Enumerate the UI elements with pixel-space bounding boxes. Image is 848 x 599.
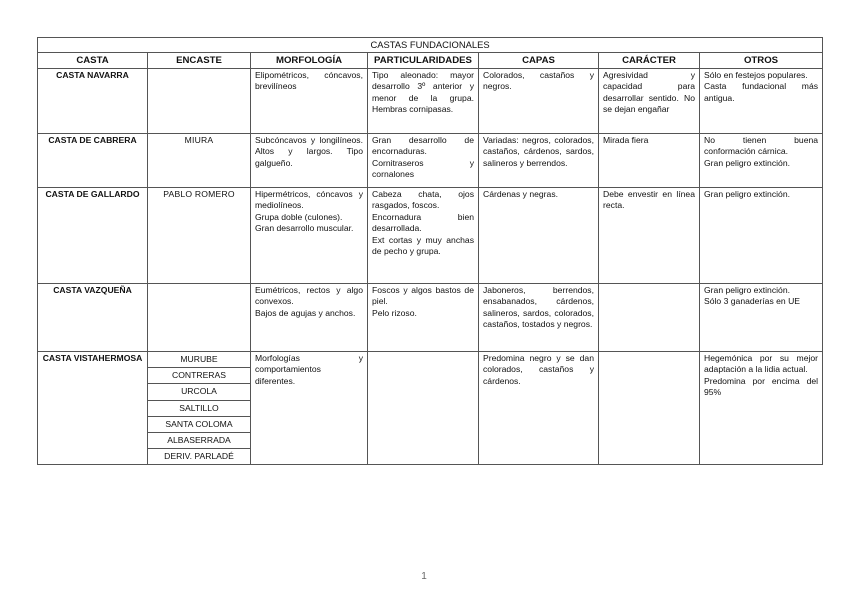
casta-name: CASTA DE CABRERA: [38, 134, 148, 188]
cell-caracter: [599, 69, 700, 134]
particularidades-text: Gran desarrollo de encornaduras.: [372, 135, 474, 157]
morfologia-text: Hipermétricos, cóncavos y mediolíneos.: [255, 189, 363, 211]
particularidades-text: Foscos y algos bastos de piel.: [372, 285, 474, 307]
header-row: [38, 53, 823, 69]
encaste-name: MIURA: [148, 134, 251, 188]
morfologia-text: Elipométricos, cóncavos, brevilíneos: [255, 70, 363, 92]
encaste-name: PABLO ROMERO: [148, 188, 251, 284]
cell-caracter: [599, 188, 700, 284]
encaste-name: CONTRERAS: [148, 368, 251, 384]
casta-name: CASTA NAVARRA: [38, 69, 148, 134]
morfologia-text: Eumétricos, rectos y algo convexos.: [255, 285, 363, 307]
casta-name: CASTA VISTAHERMOSA: [38, 352, 148, 465]
capas-text: Colorados, castaños y negros.: [483, 70, 594, 92]
otros-text: No tienen buena conformación cárnica.: [704, 135, 819, 157]
encaste-name: ALBASERRADA: [148, 432, 251, 448]
cell-particularidades: [368, 188, 479, 284]
encaste-name: URCOLA: [148, 384, 251, 400]
cell-otros: [700, 188, 823, 284]
encaste-name: MURUBE: [148, 352, 251, 368]
table-title: CASTAS FUNDACIONALES: [38, 38, 823, 53]
particularidades-text: Encornadura bien desarrollada.: [372, 211, 474, 234]
morfologia-text: Subcóncavos y longilíneos. Altos y largos. Tipo galgueño.: [255, 135, 363, 168]
caracter-text: Debe envestir en línea recta.: [603, 189, 695, 211]
cell-particularidades: [368, 352, 479, 465]
cell-particularidades: [368, 284, 479, 352]
cell-caracter: [599, 352, 700, 465]
capas-text: Variadas: negros, colorados, castaños, cárdenos, sardos, salineros y berrendos.: [483, 135, 594, 168]
table-row: [38, 69, 823, 134]
morfologia-text: Morfologías y comportamientos diferentes.: [255, 353, 363, 386]
caracter-text: Mirada fiera: [603, 135, 649, 145]
header-morfologia: MORFOLOGÍA: [251, 53, 368, 69]
header-particularidades: PARTICULARIDADES: [368, 53, 479, 69]
cell-otros: [700, 284, 823, 352]
cell-capas: [479, 188, 599, 284]
table-row: [38, 188, 823, 284]
header-caracter: CARÁCTER: [599, 53, 700, 69]
casta-name: CASTA VAZQUEÑA: [38, 284, 148, 352]
cell-morfologia: [251, 134, 368, 188]
vistahermosa-subrow: [38, 352, 823, 368]
cell-morfologia: [251, 284, 368, 352]
page-number: 1: [421, 571, 427, 582]
header-otros: OTROS: [700, 53, 823, 69]
particularidades-text: Ext cortas y muy anchas de pecho y grupa.: [372, 234, 474, 257]
caracter-text: Agresividad y capacidad para desarrollar sentido. No se dejan engañar: [603, 70, 695, 115]
casta-name: CASTA DE GALLARDO: [38, 188, 148, 284]
morfologia-text: Gran desarrollo muscular.: [255, 223, 354, 234]
encaste-name: SANTA COLOMA: [148, 416, 251, 432]
encaste-name: SALTILLO: [148, 400, 251, 416]
encaste-name: DERIV. PARLADÉ: [148, 449, 251, 465]
cell-morfologia: [251, 188, 368, 284]
otros-text: Casta fundacional más antigua.: [704, 81, 819, 103]
cell-morfologia: [251, 352, 368, 465]
particularidades-text: Cabeza chata, ojos rasgados, foscos.: [372, 189, 474, 211]
otros-text: Gran peligro extinción.: [704, 157, 790, 168]
capas-text: Jaboneros, berrendos, ensabanados, cárdenos, salineros, sardos, colorados, castaños, tostados y negros.: [483, 285, 594, 330]
encaste-name: [148, 284, 251, 352]
cell-otros: [700, 352, 823, 465]
particularidades-text: Tipo aleonado: mayor desarrollo 3º anterior y menor de la grupa. Hembras cornipasas.: [372, 70, 474, 115]
table-row: [38, 134, 823, 188]
particularidades-text: Pelo rizoso.: [372, 307, 417, 318]
otros-text: Gran peligro extinción.: [704, 189, 790, 199]
morfologia-text: Bajos de agujas y anchos.: [255, 307, 356, 318]
cell-capas: [479, 284, 599, 352]
cell-otros: [700, 134, 823, 188]
otros-text: Predomina por encima del 95%: [704, 375, 819, 398]
header-encaste: ENCASTE: [148, 53, 251, 69]
otros-text: Sólo en festejos populares.: [704, 70, 808, 80]
cell-morfologia: [251, 69, 368, 134]
table-row: [38, 284, 823, 352]
cell-capas: [479, 134, 599, 188]
encaste-name: [148, 69, 251, 134]
header-capas: CAPAS: [479, 53, 599, 69]
capas-text: Cárdenas y negras.: [483, 189, 558, 199]
cell-caracter: [599, 284, 700, 352]
cell-caracter: [599, 134, 700, 188]
header-casta: CASTA: [38, 53, 148, 69]
cell-particularidades: [368, 69, 479, 134]
particularidades-text: Cornitraseros y cornalones: [372, 157, 474, 180]
otros-text: Hegemónica por su mejor adaptación a la lidia actual.: [704, 353, 819, 375]
otros-text: Gran peligro extinción.: [704, 285, 790, 295]
cell-capas: [479, 352, 599, 465]
cell-otros: [700, 69, 823, 134]
cell-particularidades: [368, 134, 479, 188]
morfologia-text: Grupa doble (culones).: [255, 211, 343, 222]
otros-text: Sólo 3 ganaderías en UE: [704, 296, 801, 307]
cell-capas: [479, 69, 599, 134]
capas-text: Predomina negro y se dan colorados, castaños y cárdenos.: [483, 353, 594, 386]
castas-table: [37, 37, 823, 465]
